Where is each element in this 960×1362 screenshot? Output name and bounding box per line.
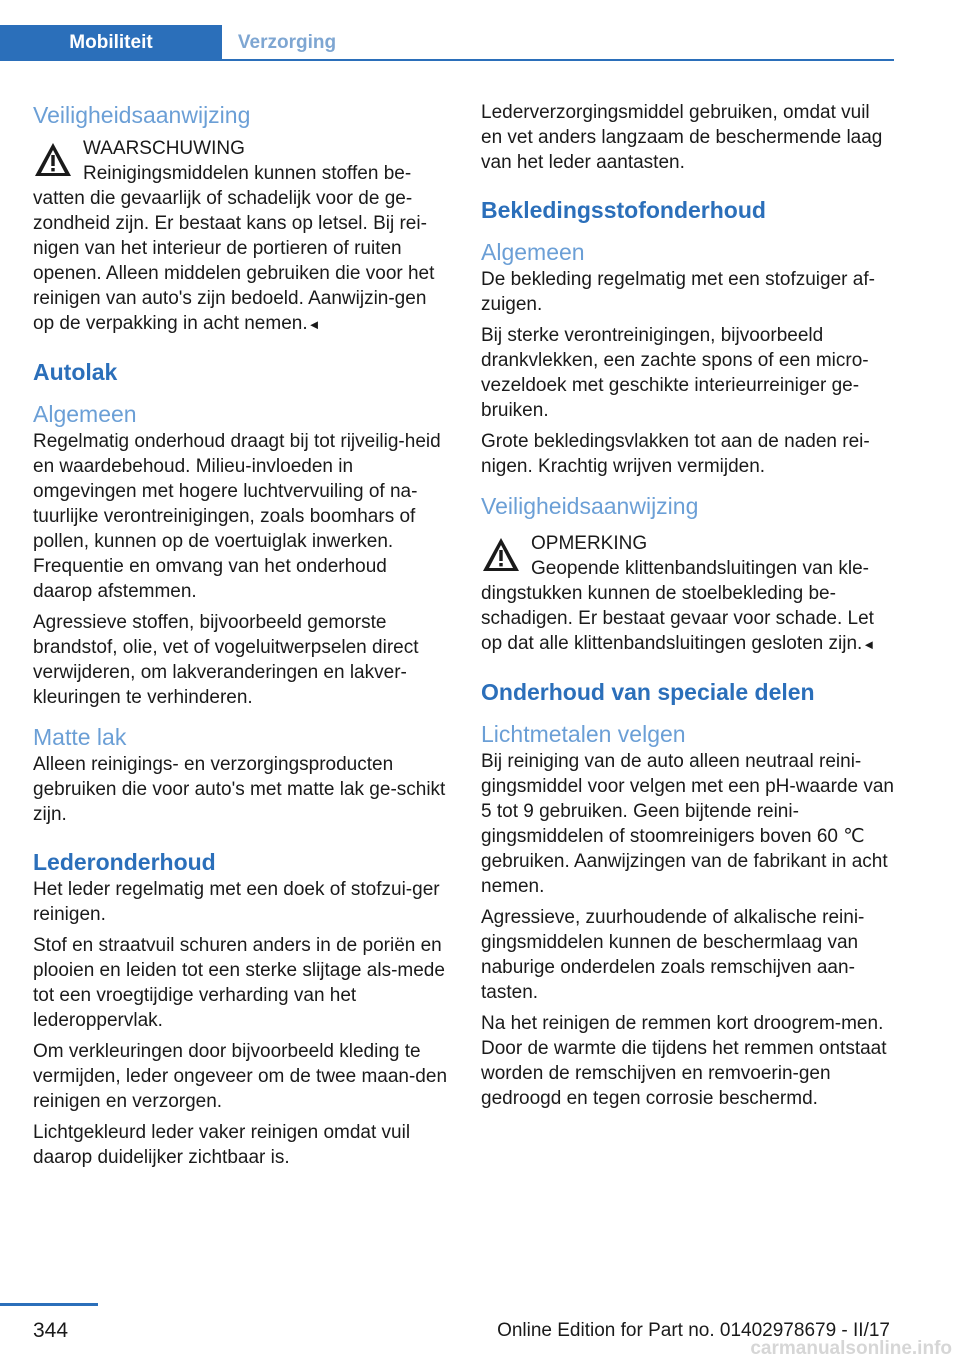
paragraph: Agressieve stoffen, bijvoorbeeld gemorste brandstof, olie, vet of vogeluitwerpselen direct verwijderen, om lakveranderingen en lakver-kleuringen te verhinderen. — [33, 612, 419, 708]
algemeen-heading: Algemeen — [33, 401, 137, 427]
paragraph: Bij sterke verontreinigingen, bijvoorbeeld drankvlekken, een zachte spons of een micro-vezeldoek met geschikte interieurreiniger ge-bruiken. — [481, 325, 869, 421]
safety-heading: Veiligheidsaanwijzing — [33, 102, 251, 128]
warning-triangle-icon — [481, 535, 521, 575]
left-column — [33, 100, 447, 1176]
note-text-body: Geopende klittenbandsluitingen van kle-dingstukken kunnen de stoelbekleding be-schadigen. Er bestaat gevaar voor schade. Let op dat alle klittenbandsluitingen gesloten zijn. — [481, 558, 874, 654]
header-rule — [222, 59, 894, 61]
note-box — [481, 531, 895, 657]
algemeen-heading: Algemeen — [481, 239, 585, 265]
chapter-tabs — [0, 25, 352, 61]
paragraph: Regelmatig onderhoud draagt bij tot rijveilig-heid en waardebehoud. Milieu‐invloeden in omgevingen met hogere luchtvervuiling of na-tuurlijke verontreinigingen, zoals boomhars of pollen, kunnen op de voertuiglak inwerken. Frequentie en omvang van het onderhoud daarop afstemmen. — [33, 431, 441, 602]
note-label: OPMERKING — [531, 533, 648, 554]
note-text — [481, 556, 895, 657]
edition-info: Online Edition for Part no. 01402978679 - II/17 — [497, 1320, 890, 1341]
paragraph: Agressieve, zuurhoudende of alkalische reini-gingsmiddelen kunnen de beschermlaag van naburige onderdelen zoals remschijven aan-tasten. — [481, 907, 865, 1003]
tab-mobiliteit[interactable]: Mobiliteit — [0, 25, 222, 61]
lederonderhoud-heading: Lederonderhoud — [33, 849, 216, 875]
end-mark: ◄ — [307, 317, 321, 332]
right-column — [481, 100, 895, 1117]
tab-verzorging[interactable]: Verzorging — [237, 32, 337, 53]
paragraph: Lichtgekleurd leder vaker reinigen omdat vuil daarop duidelijker zichtbaar is. — [33, 1122, 411, 1168]
safety-heading: Veiligheidsaanwijzing — [481, 493, 699, 519]
warning-text-body: Reinigingsmiddelen kunnen stoffen be-vatten die gevaarlijk of schadelijk voor de ge-zondheid zijn. Er bestaat kans op letsel. Bij rei-nigen van het interieur de portieren of ruiten openen. Alleen middelen gebruiken die voor het reinigen van auto's zijn bedoeld. Aanwijzin-gen op de verpakking in acht nemen. — [33, 163, 435, 334]
matte-lak-heading: Matte lak — [33, 724, 127, 750]
warning-box — [33, 136, 447, 337]
paragraph: Grote bekledingsvlakken tot aan de naden rei-nigen. Krachtig wrijven vermijden. — [481, 431, 870, 477]
warning-triangle-icon — [33, 140, 73, 180]
paragraph: Bij reiniging van de auto alleen neutraal reini-gingsmiddel voor velgen met een pH-waarde van 5 tot 9 gebruiken. Geen bijtende reini-gingsmiddelen of stoomreinigers boven 60 ℃ gebruiken. Aanwijzingen van de fabrikant in acht nemen. — [481, 751, 894, 897]
paragraph: Na het reinigen de remmen kort droogrem-men. Door de warmte die tijdens het remmen ontstaat worden de remschijven en remvoerin-gen gedroogd en tegen corrosie beschermd. — [481, 1013, 887, 1109]
paragraph: Het leder regelmatig met een doek of stofzui-ger reinigen. — [33, 879, 440, 925]
paragraph: Alleen reinigings- en verzorgingsproducten gebruiken die voor auto's met matte lak ge-schikt zijn. — [33, 754, 446, 825]
footer-rule — [0, 1303, 98, 1306]
warning-label: WAARSCHUWING — [83, 138, 245, 159]
end-mark: ◄ — [862, 637, 876, 652]
paragraph: Stof en straatvuil schuren anders in de poriën en plooien en leiden tot een sterke slijtage als-mede tot een vroegtijdige verharding van het lederoppervlak. — [33, 935, 445, 1031]
velgen-heading: Lichtmetalen velgen — [481, 721, 686, 747]
paragraph: Om verkleuringen door bijvoorbeeld kleding te vermijden, leder ongeveer om de twee maan-den reinigen en verzorgen. — [33, 1041, 448, 1112]
warning-text — [33, 161, 447, 337]
autolak-heading: Autolak — [33, 359, 118, 385]
speciale-delen-heading: Onderhoud van speciale delen — [481, 679, 815, 705]
paragraph: Lederverzorgingsmiddel gebruiken, omdat vuil en vet anders langzaam de beschermende laag van het leder aantasten. — [481, 102, 883, 173]
watermark: carmanualsonline.info — [750, 1338, 952, 1359]
paragraph: De bekleding regelmatig met een stofzuiger af-zuigen. — [481, 269, 875, 315]
page-number: 344 — [33, 1319, 69, 1342]
bekledingsstof-heading: Bekledingsstofonderhoud — [481, 197, 766, 223]
